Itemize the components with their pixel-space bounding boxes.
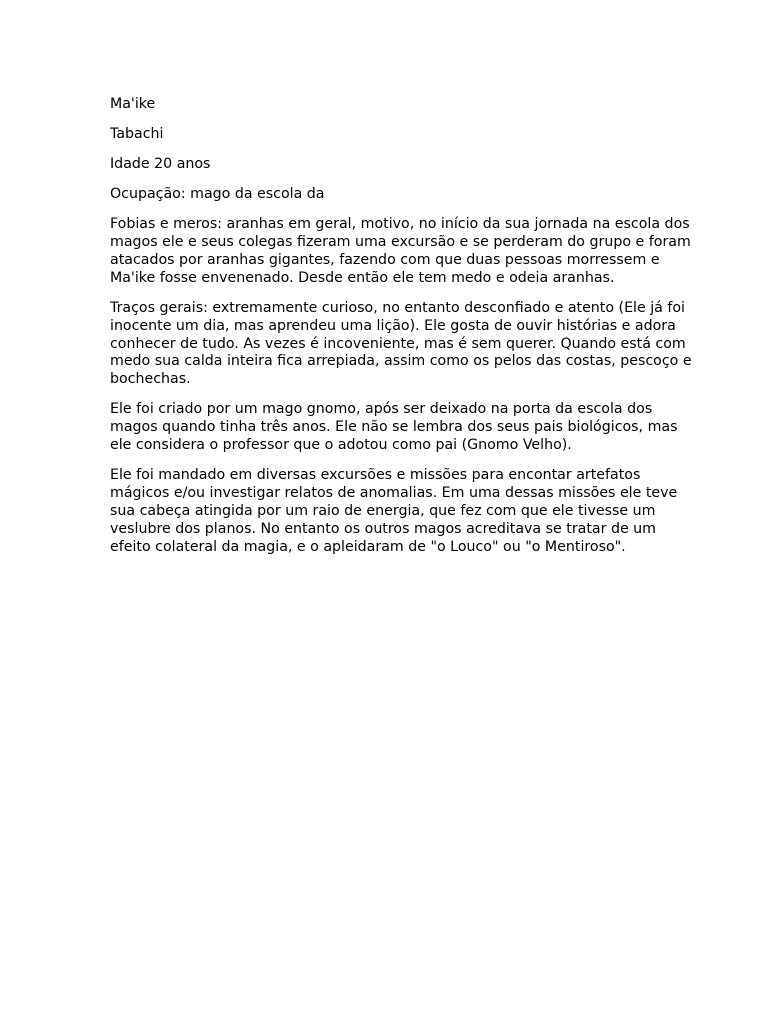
traits-line: conhecer de tudo. As vezes é incoveniente, mas é sem querer. Quando está com	[110, 335, 686, 352]
paragraph-missions	[110, 467, 700, 557]
missions-line: efeito colateral da magia, e o apleidaram de "o Louco" ou "o Mentiroso".	[110, 538, 626, 555]
traits-line: inocente um dia, mas aprendeu uma lição). Ele gosta de ouvir histórias e adora	[110, 317, 676, 334]
character-surname: Tabachi	[110, 126, 164, 142]
character-occupation: Ocupação: mago da escola da	[110, 186, 325, 202]
traits-line: medo sua calda inteira fica arrepiada, assim como os pelos das costas, pescoço e	[110, 353, 692, 370]
fears-line: magos ele e seus colegas fizeram uma excursão e se perderam do grupo e foram	[110, 233, 691, 250]
character-name: Ma'ike	[110, 96, 156, 112]
missions-line: veslubre dos planos. No entanto os outros magos acreditava se tratar de um	[110, 520, 656, 537]
fears-line: atacados por aranhas gigantes, fazendo com que duas pessoas morressem e	[110, 251, 660, 268]
origin-line: magos quando tinha três anos. Ele não se lembra dos seus pais biológicos, mas	[110, 419, 678, 436]
fears-line: Ma'ike fosse envenenado. Desde então ele tem medo e odeia aranhas.	[110, 269, 615, 286]
traits-line: bochechas.	[110, 371, 191, 388]
missions-line: mágicos e/ou investigar relatos de anomalias. Em uma dessas missões ele teve	[110, 485, 678, 502]
traits-line: Traços gerais: extremamente curioso, no entanto desconfiado e atento (Ele já foi	[110, 299, 685, 316]
paragraph-origin	[110, 401, 700, 455]
character-age: Idade 20 anos	[110, 156, 211, 172]
paragraph-fears	[110, 216, 700, 288]
fears-line: Fobias e meros: aranhas em geral, motivo, no início da sua jornada na escola dos	[110, 216, 690, 232]
missions-line: Ele foi mandado em diversas excursões e missões para encontar artefatos	[110, 467, 641, 484]
missions-line: sua cabeça atingida por um raio de energia, que fez com que ele tivesse um	[110, 502, 656, 519]
paragraph-traits	[110, 300, 700, 390]
document-body	[110, 96, 700, 569]
origin-line: ele considera o professor que o adotou como pai (Gnomo Velho).	[110, 437, 572, 454]
origin-line: Ele foi criado por um mago gnomo, após ser deixado na porta da escola dos	[110, 401, 653, 418]
